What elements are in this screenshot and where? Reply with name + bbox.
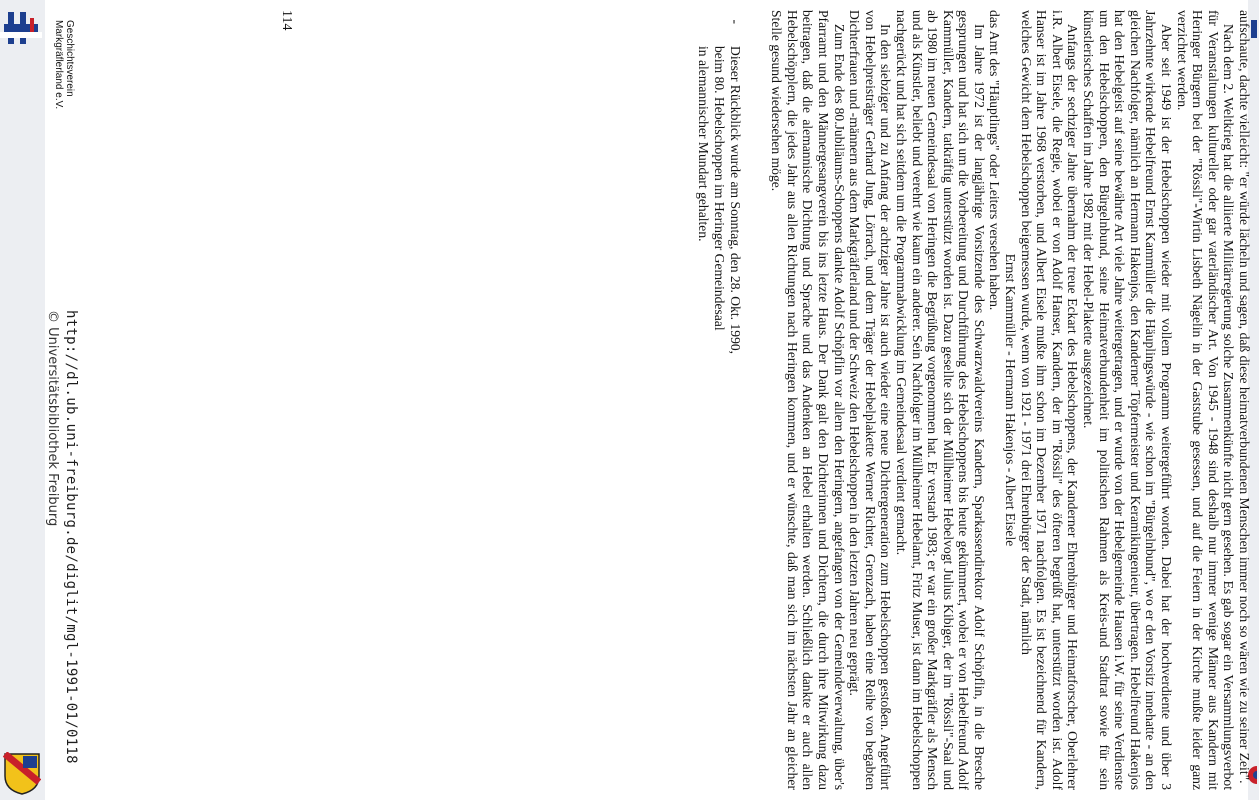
footnote-bullet (696, 10, 743, 790)
society-name-line1: Geschichtsverein (64, 20, 75, 97)
paragraph-1: aufschaute, dachte vielleicht: "er würde lächeln und sagen, daß diese heimatverbundenen Menschen immer noch so wären wie zu seiner Zeit". (1237, 10, 1252, 784)
names-line: Ernst Kammüller - Hermann Hakenjos - Albert Eisele (1003, 253, 1019, 547)
rotated-document-page (45, 10, 1252, 790)
paragraph-5: das Amt des "Häuptlings" oder Leiters versehen haben. (987, 10, 1003, 311)
bullet-line: in alemannischer Mundart gehalten. (696, 46, 712, 242)
source-url[interactable]: http://dl.ub.uni-freiburg.de/diglit/mgl-1991-01/0118 (63, 310, 79, 764)
paragraph-3: Aber seit 1949 ist der Hebelschoppen wieder mit vollem Programm weitergeführt worden. Dabei hat der hochverdiente und über 3 Jahrzehnte wirkende Hebelfreund Ernst Kammüller die Häuplingswürde - wie schon im "Bürgelnbund", wo er den Vorsitz innehatte - an den gleichen Nachfolger, nämlich an Hermann Hakenjos, den Kanderner Töpfermeister und Keramikingenieur, übertragen. Hebelfreund Hakenjos hat den Hebelgeist auf seine bewährte Art viele Jahre weitergetragen, und er wurde von der Hebelgemeinde Hausen i.W. für seine Verdienste um den Hebelschoppen, den Bürgelnbund, seine Heimatverbundenheit im politischen Rahmen als Kreis-und Stadtrat sowie für sein künstlerisches Schaffen im Jahre 1982 mit der Hebel-Plakette ausgezeichnet. (1081, 10, 1175, 790)
bullet-lines (696, 46, 743, 354)
bullet-line: Dieser Rückblick wurde am Sonntag, den 28. Okt. 1990, (727, 46, 743, 355)
paragraph-8: Zum Ende des 80.Jubiläums-Schoppens dankte Adolf Schöpflin vor allem den Heringern, angefangen von der Gemeindeverwaltung, über's Pfarramt und den Männergesangverein bis ins letzte Haus. Der Dank galt den Dichterinnen und Dichtern, die durch ihre Mitwirkung dazu beitragen, daß die alemannische Dichtung und Sprache und das Andenken an Hebel erhalten werden. Schließlich dankte er auch allen Hebelschöpplern, die jedes Jahr aus allen Richtungen nach Heringen kommen, und er wünschte, daß man sich im nächsten Jahr an gleicher Stelle gesund wiedersehen möge. (769, 10, 847, 790)
bullet-line: beim 80. Hebelschoppen im Heringer Gemeindesaal (712, 46, 727, 331)
bullet-dash: - (727, 19, 743, 24)
paragraph-7: In den siebziger und zu Anfang der achtziger Jahre ist auch wieder eine neue Dichtergeneration zum Hebelschoppen gestoßen. Angeführt von Hebelpreisträger Gerhard Jung, Lörrach, und dem Träger der Hebelplakette Werner Richter, Grenzach, haben eine Reihe von begabten Dichterfrauen und -männern aus dem Markgräflerland und der Schweiz den Hebelschoppen in den letzten Jahren neu geprägt. (847, 10, 894, 790)
copyright-notice: © Universitätsbibliothek Freiburg (45, 310, 60, 527)
paragraph-6: Im Jahre 1972 ist der langjährige Vorsitzende des Schwarzwaldvereins Kandern, Sparkassendirektor Adolf Schöpflin, in die Bresche gesprungen und hat sich um die Vorbereitung und Durchführung des Hebelschoppens bis heute gekümmert, wobei er von Hebelfreund Adolf Kammüller, Kandern, tatkräftig unterstützt worden ist. Dazu gesellte sich der Müllheimer Hebelvogt Julius Kibiger, der im "Rössli"-Saal und ab 1980 im neuen Gemeindesaal von Heringen die Begrüßung vorgenommen hat. Er verstarb 1983; er war ein großer Markgräfler als Mensch und als Künstler, beliebt und verehrt wie kaum ein anderer. Sein Nachfolger im Müllheimer Hebelamt, Fritz Muser, ist dann im Hebelschoppen nachgerückt und hat sich seitdem um die Programmabwicklung im Gemeindesaal verdient gemacht. (893, 10, 987, 790)
unibib-logo-icon (0, 8, 42, 48)
document-body (696, 10, 1252, 790)
page-number: 114 (279, 10, 294, 31)
paragraph-4: Anfangs der sechziger Jahre übernahm der treue Eckart des Hebelschoppens, der Kanderner Ehrenbürger und Heimatforscher, Oberlehrer i.R. Albert Eisele, die Regie, wobei er von Adolf Hanser, Kandern, der im "Rössli" des öfteren begrüßt hat, unterstützt worden ist. Adolf Hanser ist im Jahre 1968 verstorben, und Albert Eisele mußte ihm schon im Dezember 1971 nachfolgen. Es ist bezeichnend für Kandern, welches Gewicht dem Hebelschoppen beigemessen wurde, wenn von 1921 - 1971 drei Ehrenbürger der Stadt, nämlich (1018, 10, 1081, 790)
coat-of-arms-icon (3, 752, 41, 796)
paragraph-2: Nach dem 2. Weltkrieg hat die alliierte Militärregierung solche Zusammenkünfte nicht gern gesehen. Es gab sogar ein Versammlungsverbot für Veranstaltungen kultureller oder gar vaterländischer Art. Von 1945 - 1948 sind deshalb nur immer wenige Männer aus Kandern mit Heringer Bürgern bei der "Rössli"-Wirtin Lisbeth Nägelin in der Gaststube gesessen, und auf die Feiern in der Kirche mußte leider ganz verzichtet werden. (1174, 10, 1237, 790)
society-name-line2: Markgräflerland e.V. (53, 20, 64, 110)
left-viewer-strip (0, 0, 45, 800)
